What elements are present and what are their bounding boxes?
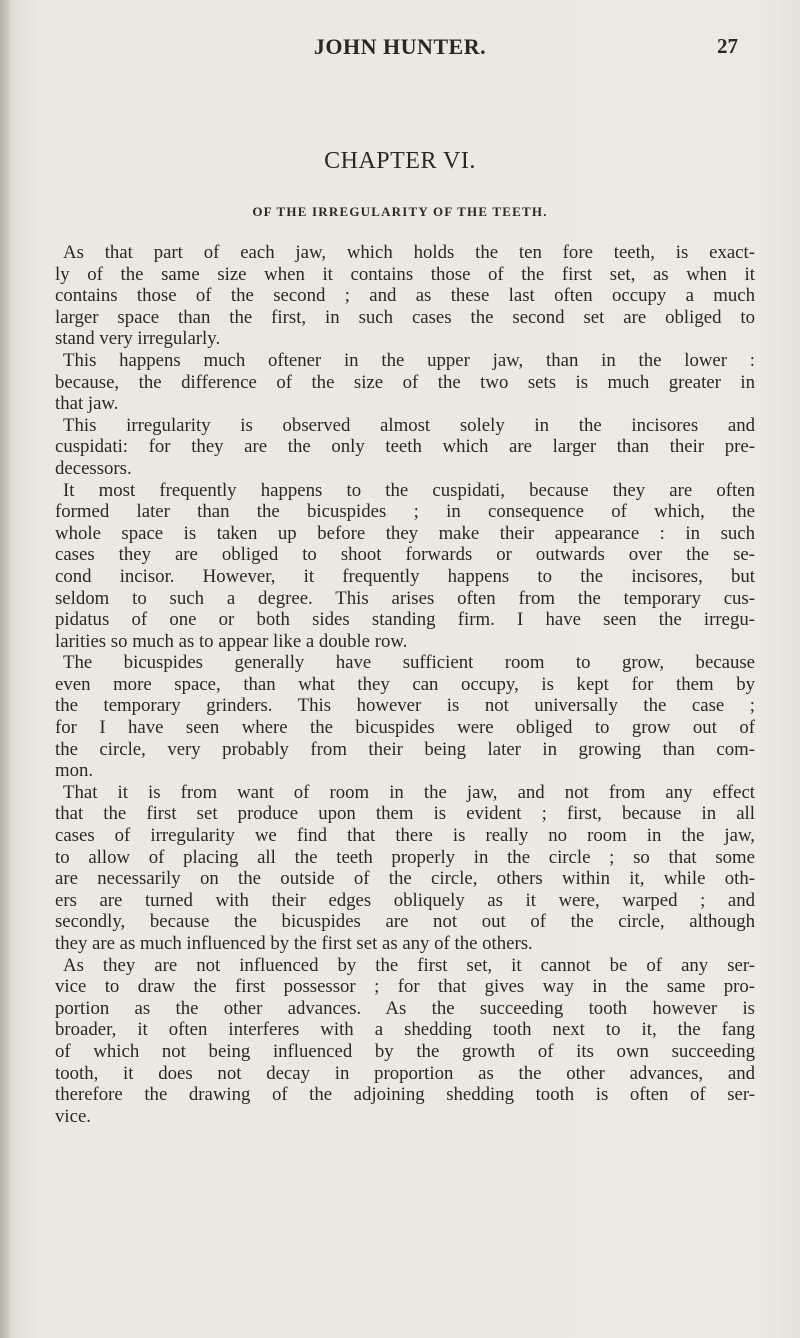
text-line: This happens much oftener in the upper jaw, than in the lower : <box>63 349 755 371</box>
text-line: It most frequently happens to the cuspidati, because they are often <box>63 479 755 501</box>
paragraph <box>55 782 755 955</box>
text-line: As they are not influenced by the first set, it cannot be of any ser- <box>63 954 755 976</box>
text-line: for I have seen where the bicuspides were obliged to grow out of <box>55 717 755 739</box>
text-line: seldom to such a degree. This arises often from the temporary cus- <box>55 587 755 609</box>
text-line: vice. <box>55 1105 91 1127</box>
text-line: to allow of placing all the teeth properly in the circle ; so that some <box>55 846 755 868</box>
text-line: contains those of the second ; and as these last often occupy a much <box>55 285 755 307</box>
running-title: JOHN HUNTER. <box>313 34 487 59</box>
text-line: The bicuspides generally have sufficient room to grow, because <box>63 652 755 674</box>
text-line: of which not being influenced by the growth of its own succeeding <box>55 1040 755 1062</box>
text-line: tooth, it does not decay in proportion as the other advances, and <box>55 1062 755 1084</box>
text-line: ly of the same size when it contains those of the first set, as when it <box>55 263 755 285</box>
text-line: formed later than the bicuspides ; in consequence of which, the <box>55 501 755 523</box>
text-line: broader, it often interferes with a shedding tooth next to it, the fang <box>55 1019 755 1041</box>
text-line: cases of irregularity we find that there is really no room in the jaw, <box>55 825 755 847</box>
text-line: pidatus of one or both sides standing firm. I have seen the irregu- <box>55 609 755 631</box>
text-line: decessors. <box>55 457 132 479</box>
text-line: are necessarily on the outside of the circle, others within it, while oth- <box>55 868 755 890</box>
chapter-title: CHAPTER VI. <box>324 148 476 174</box>
page-number: 27 <box>717 34 738 58</box>
text-line: that the first set produce upon them is evident ; first, because in all <box>55 803 755 825</box>
text-line: secondly, because the bicuspides are not out of the circle, although <box>55 911 755 933</box>
paragraph <box>55 652 755 782</box>
text-line: larger space than the first, in such cases the second set are obliged to <box>55 306 755 328</box>
paragraph <box>55 415 755 480</box>
text-line: even more space, than what they can occupy, is kept for them by <box>55 673 755 695</box>
text-line: cond incisor. However, it frequently happens to the incisores, but <box>55 565 755 587</box>
text-line: vice to draw the first possessor ; for that gives way in the same pro- <box>55 976 755 998</box>
text-line: larities so much as to appear like a double row. <box>55 630 408 652</box>
text-line: they are as much influenced by the first set as any of the others. <box>55 933 533 954</box>
text-line: portion as the other advances. As the succeeding tooth however is <box>55 997 755 1019</box>
text-line: This irregularity is observed almost solely in the incisores and <box>63 414 755 436</box>
page-gutter-shadow <box>0 0 10 1338</box>
text-line: cases they are obliged to shoot forwards or outwards over the se- <box>55 544 755 566</box>
text-line: mon. <box>55 760 94 782</box>
text-line: ers are turned with their edges obliquely as it were, warped ; and <box>55 889 755 911</box>
text-line: stand very irregularly. <box>55 328 221 350</box>
chapter-subtitle: OF THE IRREGULARITY OF THE TEETH. <box>252 204 548 219</box>
text-line: That it is from want of room in the jaw, and not from any effect <box>63 781 755 803</box>
paragraph <box>55 350 755 415</box>
text-line: As that part of each jaw, which holds the ten fore teeth, is exact- <box>63 242 755 263</box>
running-head <box>0 34 800 64</box>
text-line: therefore the drawing of the adjoining shedding tooth is often of ser- <box>55 1084 755 1106</box>
text-line: cuspidati: for they are the only teeth which are larger than their pre- <box>55 436 755 458</box>
text-line: the temporary grinders. This however is not universally the case ; <box>55 695 755 717</box>
text-line: whole space is taken up before they make their appearance : in such <box>55 522 755 544</box>
paragraph <box>55 955 755 1128</box>
text-line: that jaw. <box>55 393 119 415</box>
paragraph <box>55 242 755 350</box>
text-line: the circle, very probably from their being later in growing than com- <box>55 738 755 760</box>
text-line: because, the difference of the size of the two sets is much greater in <box>55 371 755 393</box>
body-text <box>55 242 755 1127</box>
paragraph <box>55 480 755 653</box>
